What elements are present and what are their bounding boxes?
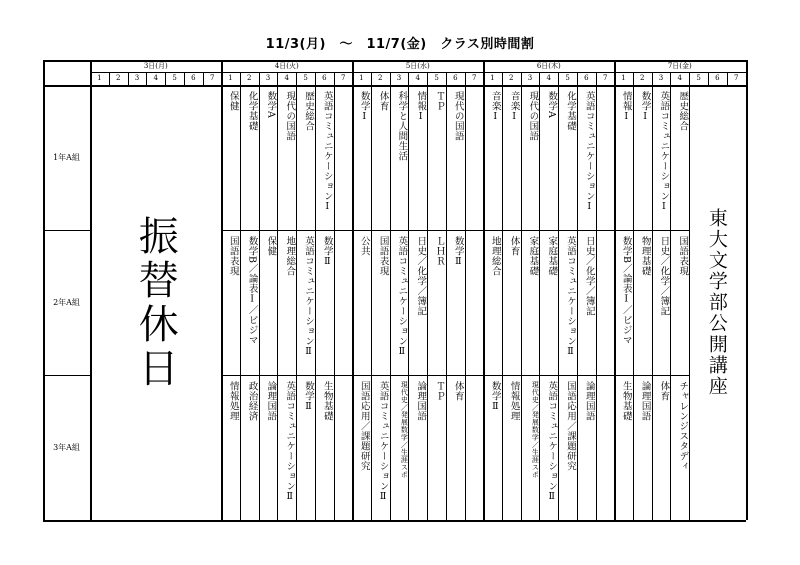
subject-cell: 数学Ⅱ: [302, 381, 314, 413]
subject-cell: [465, 85, 484, 230]
subject-cell: ＴＰ: [433, 91, 445, 111]
grid-line: [689, 72, 690, 520]
subject-cell: [334, 375, 353, 520]
grid-line: [43, 60, 45, 520]
page-title: 11/3(月) ～ 11/7(金) クラス別時間割: [265, 37, 535, 52]
subject-cell: 日史／化学／簿記: [583, 236, 595, 316]
grid-line: [221, 375, 689, 376]
subject-cell: ＬＨＲ: [433, 236, 445, 266]
subject-cell: 体育: [452, 381, 464, 401]
grid-line: [352, 60, 354, 520]
period-number: 1: [359, 74, 364, 82]
subject-cell: 国語表現: [227, 236, 239, 276]
subject-cell: 英語コミュニケーションⅡ: [284, 381, 296, 503]
period-number: 1: [228, 74, 233, 82]
subject-cell: 体育: [377, 91, 389, 111]
grid-line: [408, 72, 409, 520]
grid-line: [465, 72, 466, 520]
period-number: 1: [621, 74, 626, 82]
period-number: 5: [696, 74, 701, 82]
day-header-1: 4日(火): [274, 62, 299, 70]
subject-cell: 国語応用／課題研究: [358, 381, 370, 471]
subject-cell: 生物基礎: [620, 381, 632, 421]
subject-cell: 現代の国語: [284, 91, 296, 141]
grid-line: [746, 60, 748, 520]
grid-line: [371, 72, 372, 520]
grid-line: [43, 85, 746, 87]
grid-line: [90, 72, 746, 73]
subject-cell: 論理国語: [415, 381, 427, 421]
grid-line: [203, 72, 204, 85]
lecture-cell: 東大文学部公開講座: [705, 208, 728, 397]
grid-line: [633, 72, 634, 520]
grid-line: [43, 520, 746, 522]
subject-cell: 数学Ⅱ: [321, 236, 333, 268]
subject-cell: [334, 85, 353, 230]
grid-line: [296, 72, 297, 520]
timetable: [43, 60, 746, 523]
period-number: 5: [303, 74, 308, 82]
grid-line: [43, 60, 746, 62]
grid-line: [483, 60, 485, 520]
subject-cell: 歴史総合: [677, 91, 689, 131]
grid-line: [577, 72, 578, 520]
class-label: 1年A組: [53, 153, 80, 162]
grid-line: [334, 72, 335, 520]
subject-cell: 英語コミュニケーションⅡ: [396, 236, 408, 358]
subject-cell: [596, 85, 615, 230]
grid-line: [670, 72, 671, 520]
subject-cell: 政治経済: [246, 381, 258, 421]
grid-line: [727, 72, 728, 85]
subject-cell: ＴＰ: [433, 381, 445, 401]
grid-line: [652, 72, 653, 520]
period-number: 6: [322, 74, 327, 82]
period-number: 3: [134, 74, 140, 82]
subject-cell: 音楽Ⅰ: [489, 91, 501, 123]
subject-cell: 科学と人間生活: [396, 91, 408, 161]
subject-cell: 数学Ⅱ: [452, 236, 464, 268]
subject-cell: [465, 230, 484, 375]
subject-cell: 日史／化学／簿記: [415, 236, 427, 316]
period-number: 1: [490, 74, 495, 82]
subject-cell: 生物基礎: [321, 381, 333, 421]
grid-line: [221, 230, 689, 231]
grid-line: [184, 72, 185, 85]
grid-line: [539, 72, 540, 520]
subject-cell: 論理国語: [583, 381, 595, 421]
period-number: 2: [115, 74, 121, 82]
period-number: 4: [546, 74, 552, 82]
grid-line: [259, 72, 260, 520]
grid-line: [128, 72, 129, 85]
period-number: 6: [715, 74, 720, 82]
grid-line: [502, 72, 503, 520]
grid-line: [390, 72, 391, 520]
subject-cell: 国語表現: [677, 236, 689, 276]
subject-cell: チャレンジスタディ: [677, 381, 689, 471]
class-label: 3年A組: [53, 443, 80, 452]
subject-cell: 化学基礎: [246, 91, 258, 131]
period-number: 6: [453, 74, 458, 82]
subject-cell: [596, 230, 615, 375]
subject-cell: 論理国語: [265, 381, 277, 421]
period-number: 3: [658, 74, 664, 82]
subject-cell: 情報Ⅰ: [620, 91, 632, 123]
subject-cell: 数学Ⅰ: [358, 91, 370, 123]
period-number: 5: [434, 74, 439, 82]
subject-cell: 数学B／論表Ⅰ／ビジマ: [246, 236, 258, 345]
subject-cell: 英語コミュニケーションⅠ: [321, 91, 333, 213]
subject-cell: 英語コミュニケーションⅡ: [564, 236, 576, 358]
period-number: 6: [191, 74, 196, 82]
subject-cell: 現代史／発展数学／生涯スポ: [531, 381, 540, 479]
subject-cell: 現代史／発展数学／生涯スポ: [400, 381, 409, 479]
day-header-4: 7日(金): [667, 62, 692, 70]
period-number: 4: [677, 74, 683, 82]
period-number: 4: [284, 74, 290, 82]
subject-cell: 論理国語: [639, 381, 651, 421]
subject-cell: [465, 375, 484, 520]
grid-line: [221, 60, 223, 520]
holiday-cell: 振替休日: [132, 214, 179, 391]
subject-cell: 数学Ⅰ: [639, 91, 651, 123]
grid-line: [427, 72, 428, 520]
period-number: 1: [97, 74, 102, 82]
period-number: 2: [639, 74, 645, 82]
grid-line: [90, 60, 92, 520]
grid-line: [277, 72, 278, 520]
subject-cell: 英語コミュニケーションⅡ: [546, 381, 558, 503]
grid-line: [596, 72, 597, 520]
grid-line: [708, 72, 709, 85]
period-number: 5: [172, 74, 177, 82]
subject-cell: 家庭基礎: [527, 236, 539, 276]
subject-cell: [596, 375, 615, 520]
period-number: 3: [396, 74, 402, 82]
subject-cell: 地理総合: [284, 236, 296, 276]
subject-cell: 音楽Ⅰ: [508, 91, 520, 123]
grid-line: [446, 72, 447, 520]
period-number: 2: [246, 74, 252, 82]
grid-line: [240, 72, 241, 520]
period-number: 7: [733, 74, 739, 82]
grid-line: [43, 375, 90, 376]
grid-line: [109, 72, 110, 85]
grid-line: [146, 72, 147, 85]
day-header-3: 6日(木): [536, 62, 561, 70]
subject-cell: 体育: [658, 381, 670, 401]
grid-line: [165, 72, 166, 85]
subject-cell: 国語表現: [377, 236, 389, 276]
subject-cell: [334, 230, 353, 375]
grid-line: [521, 72, 522, 520]
period-number: 4: [415, 74, 421, 82]
subject-cell: 数学A: [265, 91, 277, 119]
subject-cell: 現代の国語: [527, 91, 539, 141]
period-number: 7: [209, 74, 215, 82]
period-number: 7: [340, 74, 346, 82]
class-label: 2年A組: [53, 298, 80, 307]
period-number: 5: [565, 74, 570, 82]
period-number: 4: [153, 74, 159, 82]
subject-cell: 英語コミュニケーションⅡ: [302, 236, 314, 358]
subject-cell: 体育: [508, 236, 520, 256]
subject-cell: 情報処理: [508, 381, 520, 421]
subject-cell: 英語コミュニケーションⅡ: [377, 381, 389, 503]
subject-cell: 地理総合: [489, 236, 501, 276]
day-header-2: 5日(水): [405, 62, 430, 70]
period-number: 3: [265, 74, 271, 82]
period-number: 7: [471, 74, 477, 82]
subject-cell: 数学A: [546, 91, 558, 119]
subject-cell: 日史／化学／簿記: [658, 236, 670, 316]
subject-cell: 保健: [227, 91, 239, 111]
subject-cell: 家庭基礎: [546, 236, 558, 276]
subject-cell: 保健: [265, 236, 277, 256]
period-number: 6: [584, 74, 589, 82]
grid-line: [43, 230, 90, 231]
subject-cell: 英語コミュニケーションⅠ: [658, 91, 670, 213]
subject-cell: 化学基礎: [564, 91, 576, 131]
subject-cell: 歴史総合: [302, 91, 314, 131]
subject-cell: 物理基礎: [639, 236, 651, 276]
grid-line: [558, 72, 559, 520]
grid-line: [614, 60, 616, 520]
period-number: 2: [508, 74, 514, 82]
subject-cell: 数学Ⅱ: [489, 381, 501, 413]
day-header-0: 3日(月): [143, 62, 168, 70]
subject-cell: 情報処理: [227, 381, 239, 421]
subject-cell: 数学B／論表Ⅰ／ビジマ: [620, 236, 632, 345]
subject-cell: 国語応用／課題研究: [564, 381, 576, 471]
grid-line: [315, 72, 316, 520]
period-number: 7: [602, 74, 608, 82]
subject-cell: 公共: [358, 236, 370, 256]
period-number: 2: [377, 74, 383, 82]
subject-cell: 現代の国語: [452, 91, 464, 141]
subject-cell: 英語コミュニケーションⅠ: [583, 91, 595, 213]
period-number: 3: [527, 74, 533, 82]
subject-cell: 情報Ⅰ: [415, 91, 427, 123]
